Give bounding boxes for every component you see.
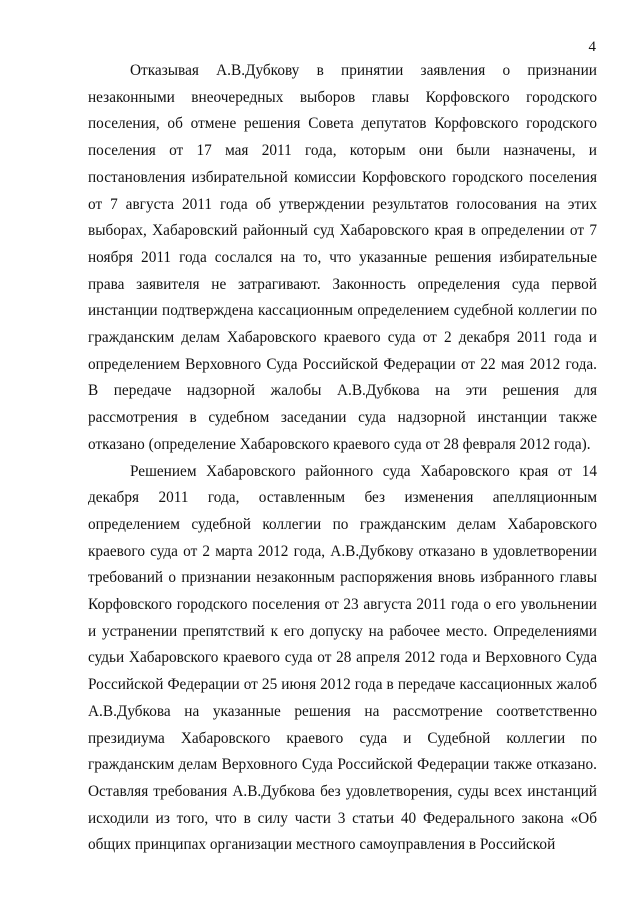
paragraph-dismissal-claim: Решением Хабаровского районного суда Хабаровского края от 14 декабря 2011 года, оставленным без изменения апелляционным определением судебной коллегии по гражданским делам Хабаровского краевого суда от 2 марта 2012 года, А.В.Дубкову отказано в удовлетворении требований о признании незаконным распоряжения вновь избранного главы Корфовского городского поселения от 23 августа 2011 года о его увольнении и устранении препятствий к его допуску на рабочее место. Определениями судьи Хабаровского краевого суда от 28 апреля 2012 года и Верховного Суда Российской Федерации от 25 июня 2012 года в передаче кассационных жалоб А.В.Дубкова на указанные решения на рассмотрение соответственно президиума Хабаровского краевого суда и Судебной коллегии по гражданским делам Верховного Суда Российской Федерации также отказано. Оставляя требования А.В.Дубкова без удовлетворения, суды всех инстанций исходили из того, что в силу части 3 статьи 40 Федерального закона «Об общих принципах организации местного самоуправления в Российской: [88, 462, 597, 854]
document-body: [88, 58, 597, 859]
paragraph-refusal-of-application: Отказывая А.В.Дубкову в принятии заявления о признании незаконными внеочередных выборов главы Корфовского городского поселения, об отмене решения Совета депутатов Корфовского городского поселения от 17 мая 2011 года, которым они были назначены, и постановления избирательной комиссии Корфовского городского поселения от 7 августа 2011 года об утверждении результатов голосования на этих выборах, Хабаровский районный суд Хабаровского края в определении от 7 ноября 2011 года сослался на то, что указанные решения избирательные права заявителя не затрагивают. Законность определения суда первой инстанции подтверждена кассационным определением судебной коллегии по гражданским делам Хабаровского краевого суда от 2 декабря 2011 года и определением Верховного Суда Российской Федерации от 22 мая 2012 года. В передаче надзорной жалобы А.В.Дубкова на эти решения для рассмотрения в судебном заседании суда надзорной инстанции также отказано (определение Хабаровского краевого суда от 28 февраля 2012 года).: [88, 62, 597, 453]
page-number: 4: [588, 39, 596, 55]
